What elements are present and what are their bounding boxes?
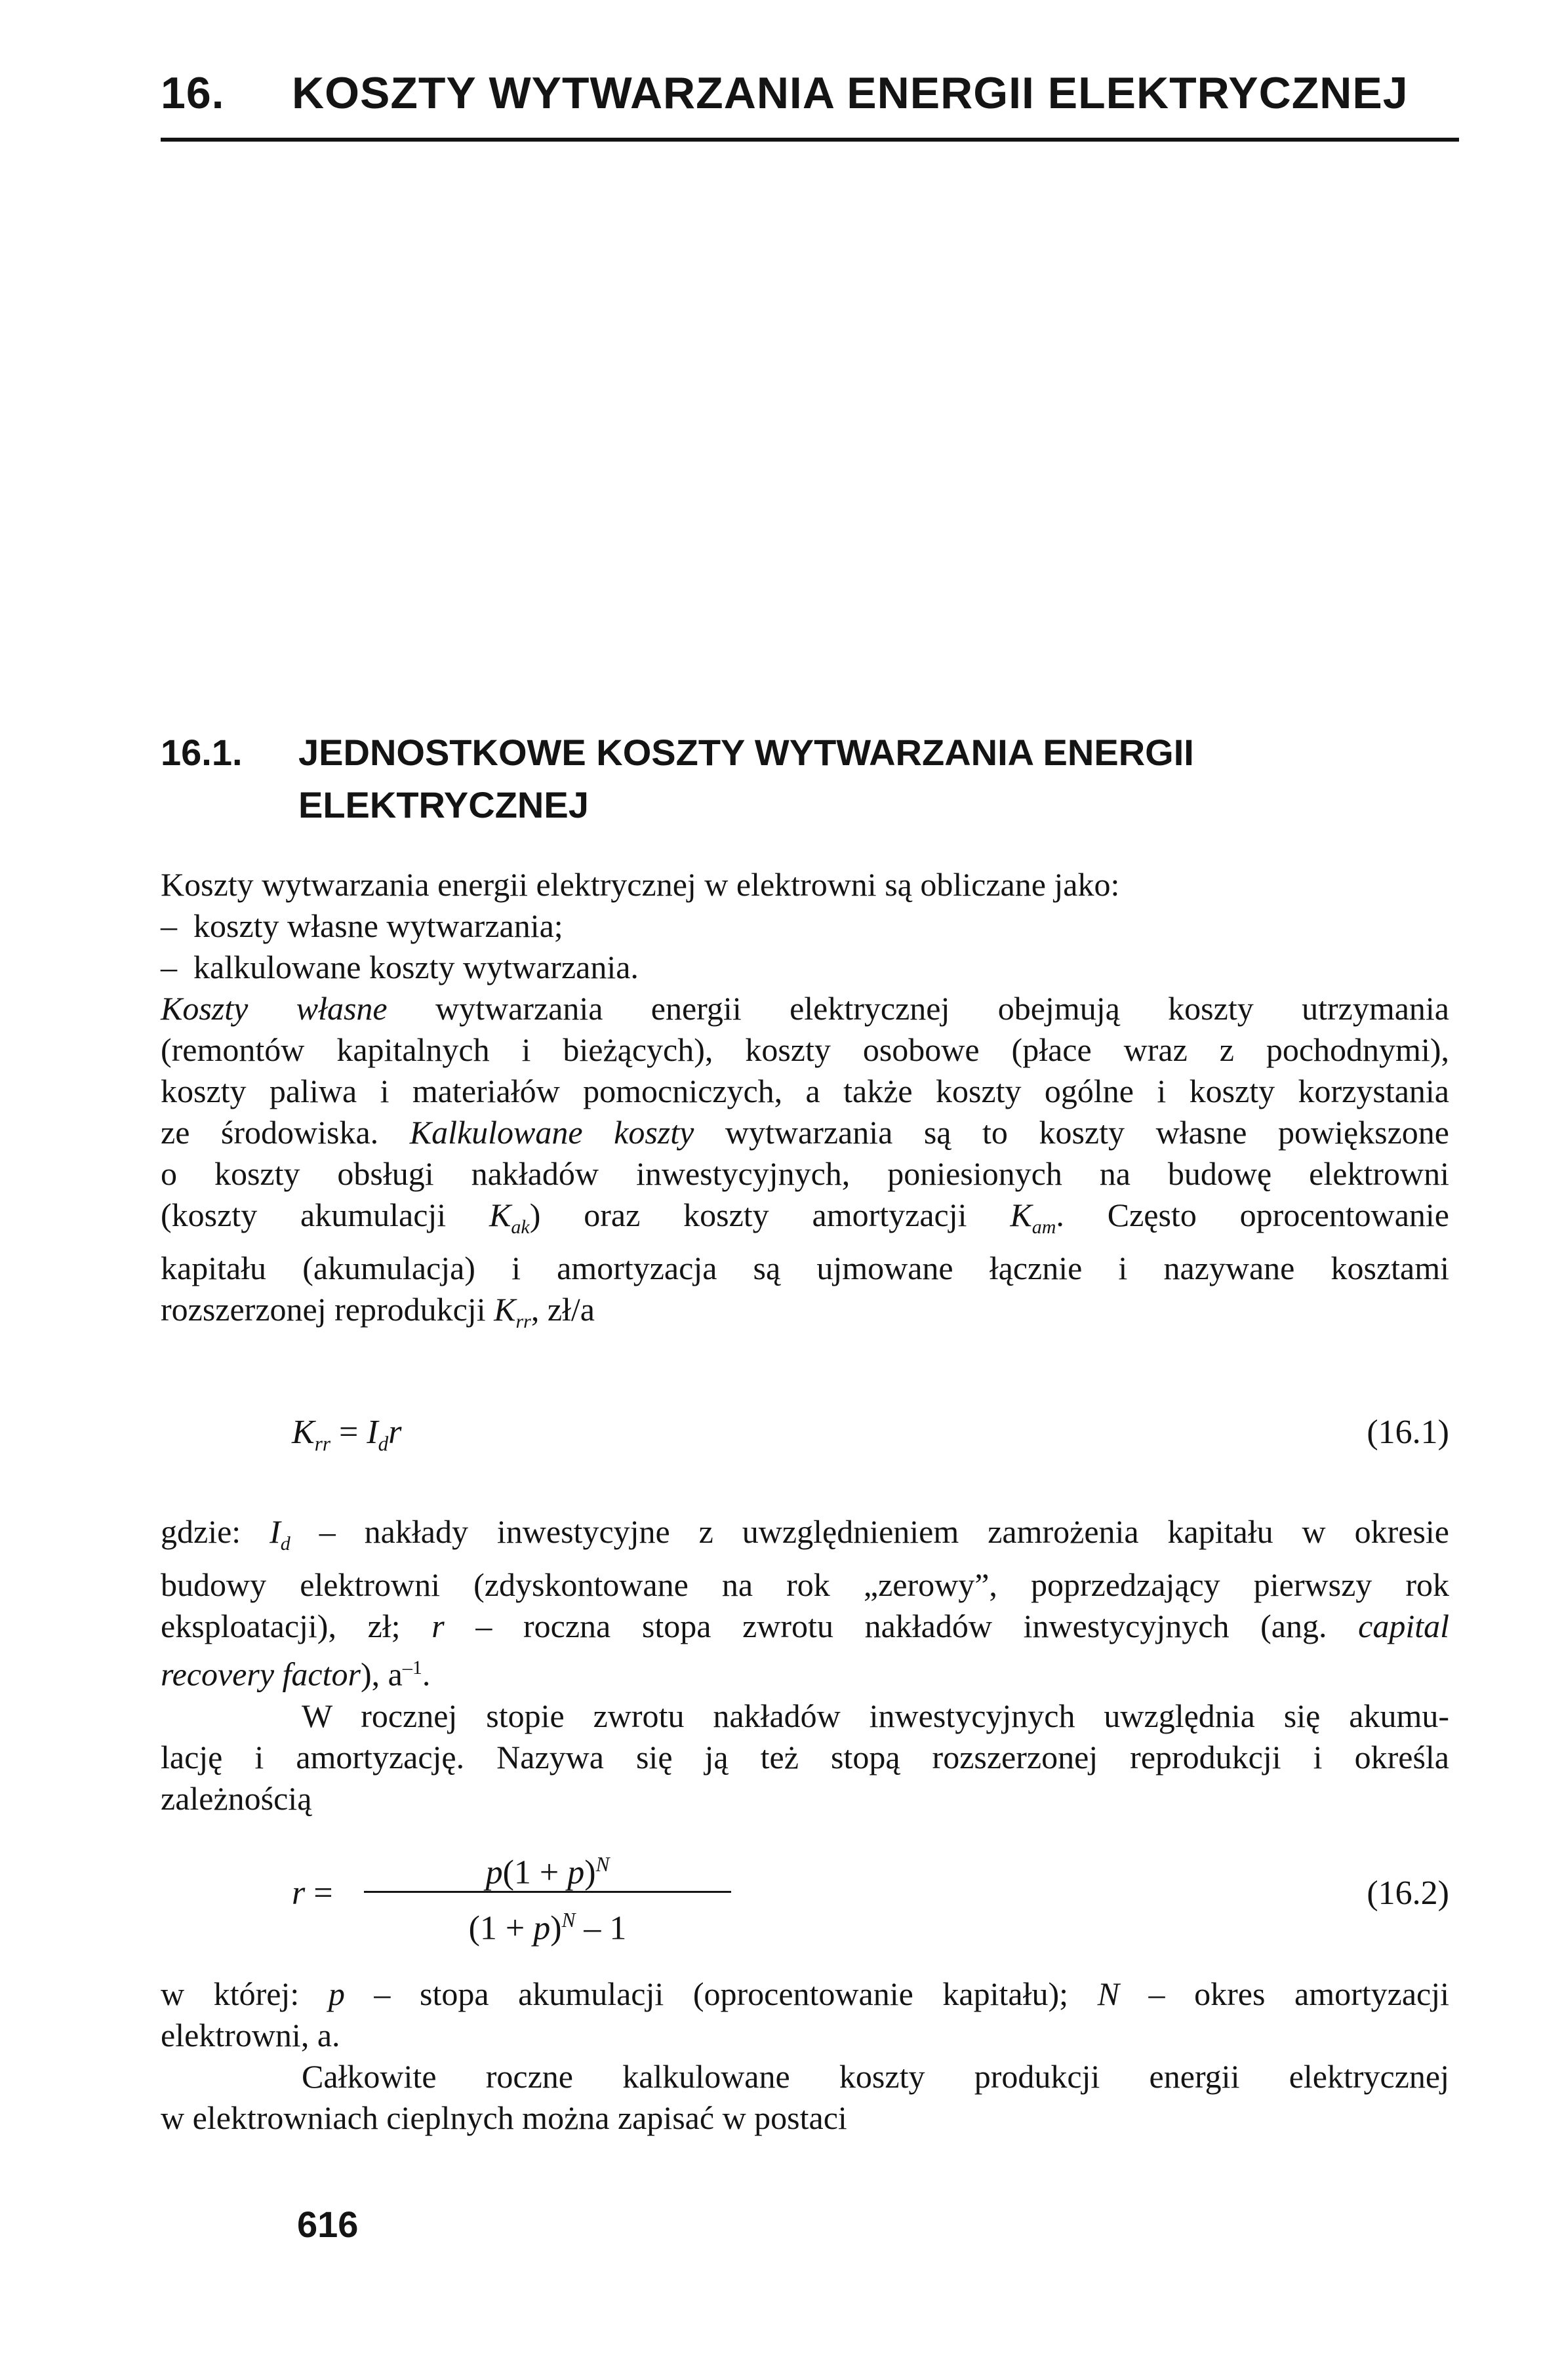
- paragraph-line: (koszty akumulacji $K_{ak}$) oraz koszty amortyzacji $K_{am}$. Często oprocentowanie: [161, 1197, 1449, 1238]
- body-block-2: [161, 1511, 1449, 1819]
- equation-16-1: [161, 1413, 1449, 1459]
- section-number: 16.1.: [161, 732, 243, 773]
- equation-body: $K_{rr} = I_dr$: [292, 1414, 402, 1456]
- list-item: – kalkulowane koszty wytwarzania.: [161, 949, 639, 985]
- fraction-denominator: $(1 + p)^N - 1$: [468, 1909, 627, 1947]
- paragraph-line: koszty paliwa i materiałów pomocniczych, a także koszty ogólne i koszty korzystania: [161, 1073, 1449, 1109]
- paragraph-line: Koszty własne wytwarzania energii elektrycznej obejmują koszty utrzymania: [161, 990, 1449, 1027]
- body-block-1: [161, 864, 1449, 1342]
- fraction: [364, 1842, 731, 1947]
- equation-16-2: [161, 1842, 1449, 1954]
- section-title-line-2: ELEKTRYCZNEJ: [298, 784, 589, 825]
- paragraph-line: recovery factor), $a^{-1}$.: [161, 1656, 431, 1693]
- equation-number: (16.2): [1367, 1874, 1449, 1912]
- paragraph-line: elektrowni, a.: [161, 2017, 340, 2053]
- equation-lhs: r =: [292, 1874, 333, 1912]
- paragraph-line: w której: p – stopa akumulacji (oprocentowanie kapitału); N – okres amortyzacji: [161, 1975, 1450, 2012]
- equation-number: (16.1): [1367, 1414, 1449, 1451]
- paragraph-line: eksploatacji), zł; r – roczna stopa zwrotu nakładów inwestycyjnych (ang. capital: [161, 1608, 1449, 1644]
- page-number: 616: [297, 2204, 359, 2245]
- fraction-bar: [364, 1891, 731, 1893]
- paragraph-line: kapitału (akumulacja) i amortyzacja są ujmowane łącznie i nazywane kosztami: [161, 1250, 1449, 1286]
- paragraph-line: (remontów kapitalnych i bieżących), koszty osobowe (płace wraz z pochodnymi),: [161, 1031, 1449, 1068]
- chapter-number: 16.: [161, 68, 225, 118]
- paragraph-line: lację i amortyzację. Nazywa się ją też stopą rozszerzonej reprodukcji i określa: [161, 1738, 1449, 1775]
- term-italic: Kalkulowane koszty: [409, 1114, 694, 1151]
- chapter-title: KOSZTY WYTWARZANIA ENERGII ELEKTRYCZNEJ: [292, 68, 1409, 118]
- body-block-3: [161, 1973, 1449, 2139]
- list-item: – koszty własne wytwarzania;: [161, 907, 563, 944]
- paragraph-line: gdzie: $I_d$ – nakłady inwestycyjne z uwzględnieniem zamrożenia kapitału w okresie: [161, 1513, 1449, 1555]
- intro-sentence: Koszty wytwarzania energii elektrycznej w elektrowni są obliczane jako:: [161, 866, 1120, 903]
- paragraph-line: budowy elektrowni (zdyskontowane na rok „zerowy”, poprzedzający pierwszy rok: [161, 1566, 1449, 1603]
- paragraph-line: ze środowiska. Kalkulowane koszty wytwarzania są to koszty własne powiększone: [161, 1114, 1449, 1151]
- paragraph-line: zależnością: [161, 1779, 312, 1817]
- section-title-line-1: JEDNOSTKOWE KOSZTY WYTWARZANIA ENERGII: [298, 732, 1194, 773]
- paragraph-line: W rocznej stopie zwrotu nakładów inwestycyjnych uwzględnia się akumu-: [302, 1697, 1449, 1734]
- running-head: [161, 68, 1459, 118]
- paragraph-line: w elektrowniach cieplnych można zapisać w postaci: [161, 2099, 847, 2136]
- fraction-numerator: $p(1 + p)^N$: [485, 1853, 610, 1892]
- paragraph-line: rozszerzonej reprodukcji $K_{rr}$, zł/a: [161, 1291, 595, 1332]
- term-italic: Koszty własne: [161, 990, 388, 1027]
- section-heading: [161, 726, 1459, 831]
- paragraph-line: o koszty obsługi nakładów inwestycyjnych, poniesionych na budowę elektrowni: [161, 1155, 1449, 1192]
- paragraph-line: Całkowite roczne kalkulowane koszty produkcji energii elektrycznej: [302, 2058, 1449, 2095]
- header-rule: [161, 138, 1459, 142]
